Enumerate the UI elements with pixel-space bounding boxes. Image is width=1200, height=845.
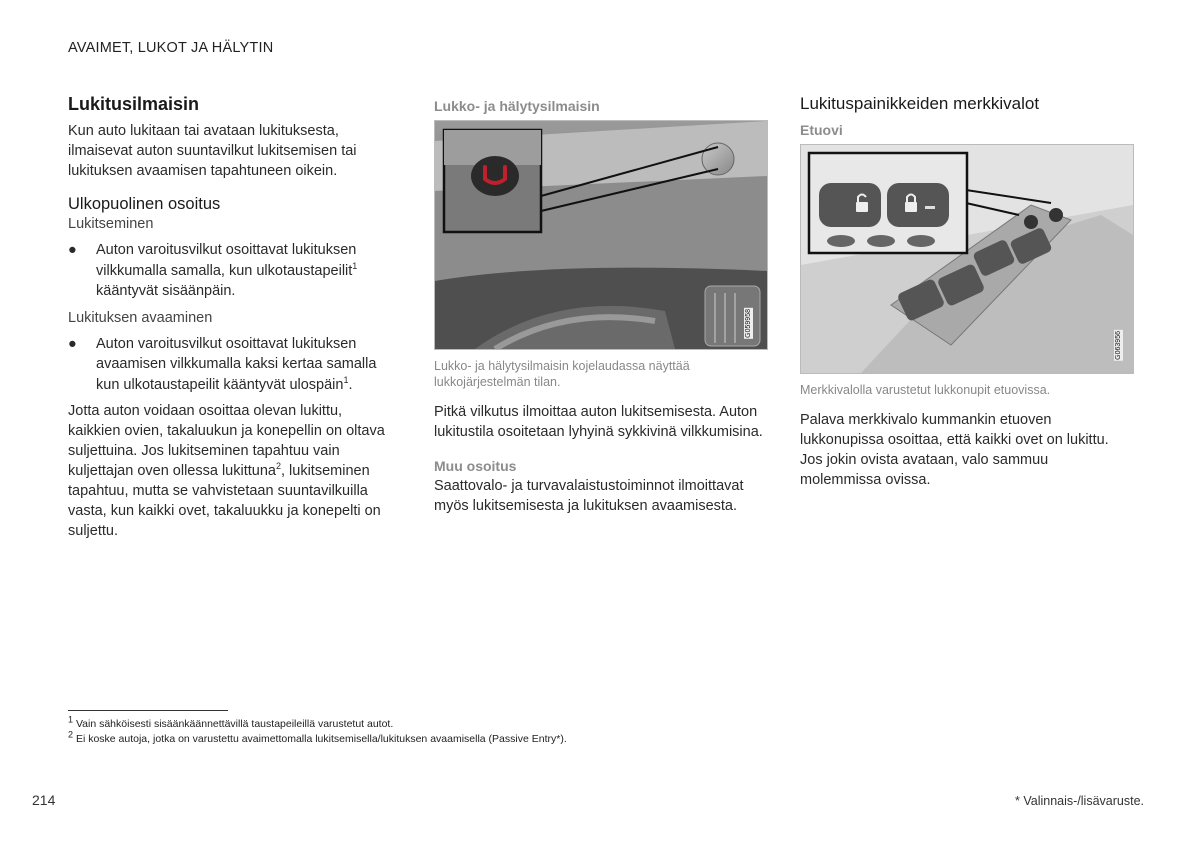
list-item: ● Auton varoitusvilkut osoittavat lukituksen vilkkumalla samalla, kun ulkotaustapeilit$^1$ kääntyvät sisäänpäin. <box>68 242 358 299</box>
footnote-divider <box>68 710 228 711</box>
page-number: 214 <box>32 792 56 808</box>
footnote-2: $^2$ Ei koske autoja, jotka on varustettu avaimettomalla lukitsemisella/lukituksen avaamisella (Passive Entry*). <box>68 729 567 745</box>
subheading-locking: Lukitseminen <box>68 216 154 232</box>
footnote-1: $^1$ Vain sähköisesti sisäänkäännettävillä taustapeileillä varustetut autot. <box>68 714 394 730</box>
section-title: Lukituspainikkeiden merkkivalot <box>800 94 1040 113</box>
running-head: AVAIMET, LUKOT JA HÄLYTIN <box>68 40 274 56</box>
subheading-unlocking: Lukituksen avaaminen <box>68 309 213 326</box>
image-code: G063956 <box>1115 331 1122 360</box>
body-paragraph: Pitkä vilkutus ilmoittaa auton lukitsemisesta. Auton lukitustila osoitetaan lyhyinä sykkivinä vilkkumisina. <box>434 404 763 440</box>
optional-equipment-note: * Valinnais-/lisävaruste. <box>1015 794 1144 808</box>
subheading-other: Muu osoitus <box>434 458 517 474</box>
bullet-icon: ● <box>68 335 77 352</box>
column-button-lights <box>800 94 1134 490</box>
section-title: Lukitusilmaisin <box>68 94 200 114</box>
footnote-number: 1 <box>68 714 74 725</box>
figure-heading: Lukko- ja hälytysilmaisin <box>434 98 600 114</box>
body-paragraph: Saattovalo- ja turvavalaistustoiminnot ilmoittavat myös lukitsemisesta ja lukituksen avaamisesta. <box>434 478 744 514</box>
list-item: ● Auton varoitusvilkut osoittavat lukituksen avaamisen vilkkumalla kaksi kertaa samalla kun ulkotaustapeilit kääntyvät ulospäin$^1$. <box>68 335 377 393</box>
footnote-number: 2 <box>68 729 74 740</box>
figure-caption: Merkkivalolla varustetut lukkonupit etuovissa. <box>800 383 1051 397</box>
bullet-icon: ● <box>68 242 77 258</box>
body-paragraph: Palava merkkivalo kummankin etuoven lukkonupissa osoittaa, että kaikki ovet on lukittu. Jos jokin ovista avataan, valo sammuu molemmissa ovissa. <box>800 412 1109 488</box>
intro-paragraph: Kun auto lukitaan tai avataan lukituksesta, ilmaisevat auton suuntavilkut lukitsemisen tai lukituksen avaamisen tapahtuneen oikein. <box>68 123 357 179</box>
body-paragraph: Jotta auton voidaan osoittaa olevan lukittu, kaikkien ovien, takaluukun ja konepellin on oltava suljettuina. Jos lukitseminen tapahtuu vain kuljettajan oven ollessa lukittuna$^2$, lukitseminen tapahtuu, mutta se vahvistetaan suuntavilkuilla vasta, kun kaikki ovet, takaluukku ja konepelti on suljettu. <box>68 403 385 539</box>
figure-caption: Lukko- ja hälytysilmaisin kojelaudassa näyttää lukkojärjestelmän tilan. <box>434 359 690 389</box>
door-lock-buttons-image <box>800 144 1134 374</box>
section-heading-external: Ulkopuolinen osoitus <box>68 195 221 213</box>
image-code: G059958 <box>745 309 752 338</box>
unlocking-list <box>68 334 398 396</box>
column-lock-indicator <box>68 94 398 541</box>
footnote-ref[interactable]: 1 <box>352 260 358 271</box>
door-panel-illustration <box>801 145 1133 373</box>
footnote-ref[interactable]: 2 <box>275 461 281 472</box>
locking-list <box>68 240 398 302</box>
subheading-front-door: Etuovi <box>800 122 843 138</box>
dashboard-indicator-image <box>434 120 768 350</box>
column-alarm-indicator <box>434 98 768 516</box>
dashboard-illustration <box>435 121 767 349</box>
footnote-ref[interactable]: 1 <box>343 374 349 385</box>
